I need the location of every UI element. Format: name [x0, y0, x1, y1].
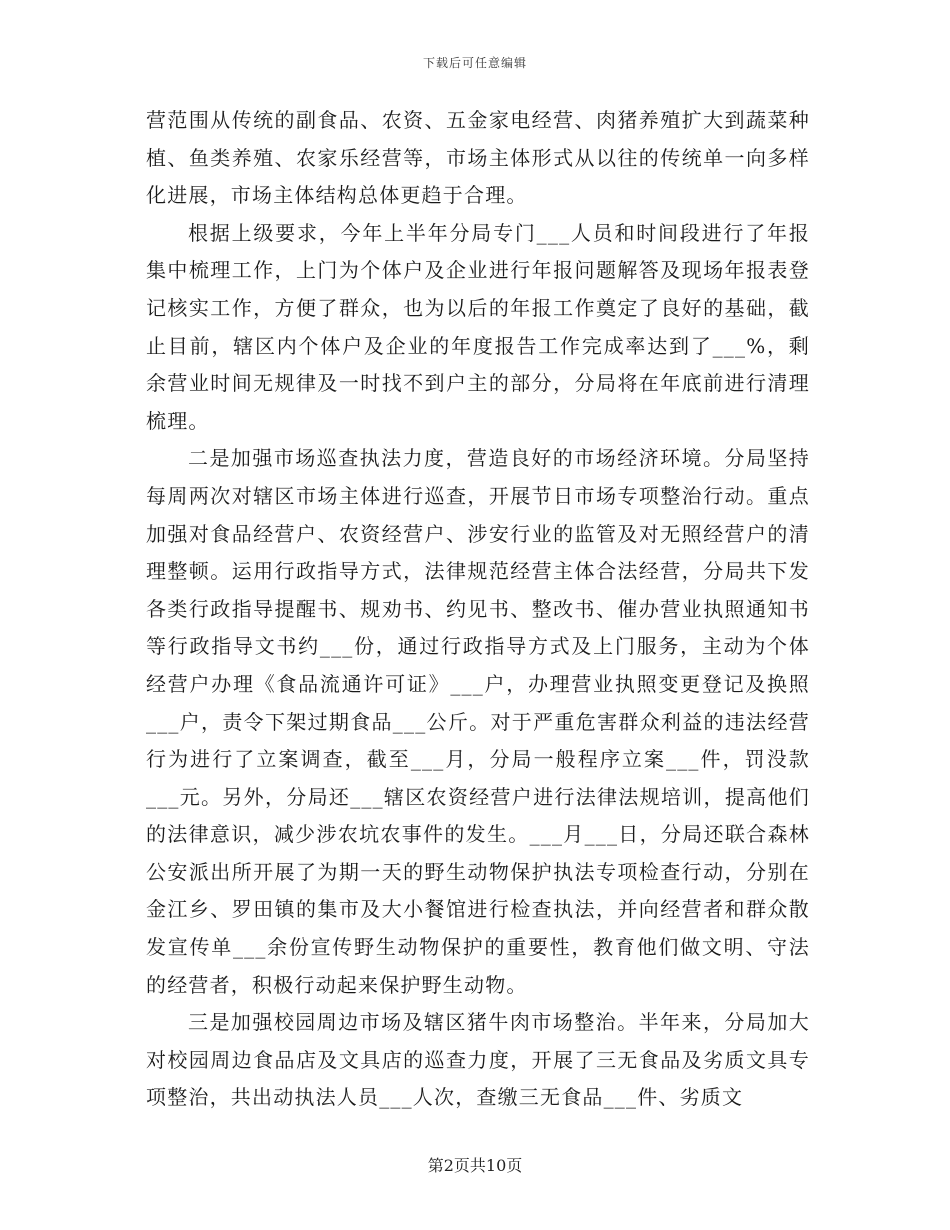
page-number-footer: 第2页共10页	[427, 1156, 523, 1175]
page-header: 下载后可任意编辑	[422, 56, 527, 70]
paragraph-3: 二是加强市场巡查执法力度，营造良好的市场经济环境。分局坚持每周两次对辖区市场主体进行巡查，开展节日市场专项整治行动。重点加强对食品经营户、农资经营户、涉安行业的监管及对无照经营户的清理整顿。运用行政指导方式，法律规范经营主体合法经营，分局共下发各类行政指导提醒书、规劝书、约见书、整改书、催办营业执照通知书等行政指导文书约___份，通过行政指导方式及上门服务，主动为个体经营户办理《食品流通许可证》___户，办理营业执照变更登记及换照___户，责令下架过期食品___公斤。对于严重危害群众利益的违法经营行为进行了立案调查，截至___月，分局一般程序立案___件，罚没款___元。另外，分局还___辖区农资经营户进行法律法规培训，提高他们的法律意识，减少涉农坑农事件的发生。___月___日，分局还联合森林公安派出所开展了为期一天的野生动物保护执法专项检查行动，分别在金江乡、罗田镇的集市及大小餐馆进行检查执法，并向经营者和群众散发宣传单___余份宣传野生动物保护的重要性，教育他们做文明、守法的经营者，积极行动起来保护野生动物。	[146, 446, 810, 997]
body-text	[146, 102, 810, 1117]
paragraph-1: 营范围从传统的副食品、农资、五金家电经营、肉猪养殖扩大到蔬菜种植、鱼类养殖、农家乐经营等，市场主体形式从以往的传统单一向多样化进展，市场主体结构总体更趋于合理。	[146, 108, 810, 208]
paragraph-4: 三是加强校园周边市场及辖区猪牛肉市场整治。半年来，分局加大对校园周边食品店及文具店的巡查力度，开展了三无食品及劣质文具专项整治，共出动执法人员___人次，查缴三无食品___件、劣质文	[146, 1010, 810, 1110]
paragraph-2: 根据上级要求，今年上半年分局专门___人员和时间段进行了年报集中梳理工作，上门为个体户及企业进行年报问题解答及现场年报表登记核实工作，方便了群众，也为以后的年报工作奠定了良好的基础，截止目前，辖区内个体户及企业的年度报告工作完成率达到了___%，剩余营业时间无规律及一时找不到户主的部分，分局将在年底前进行清理梳理。	[146, 220, 810, 433]
